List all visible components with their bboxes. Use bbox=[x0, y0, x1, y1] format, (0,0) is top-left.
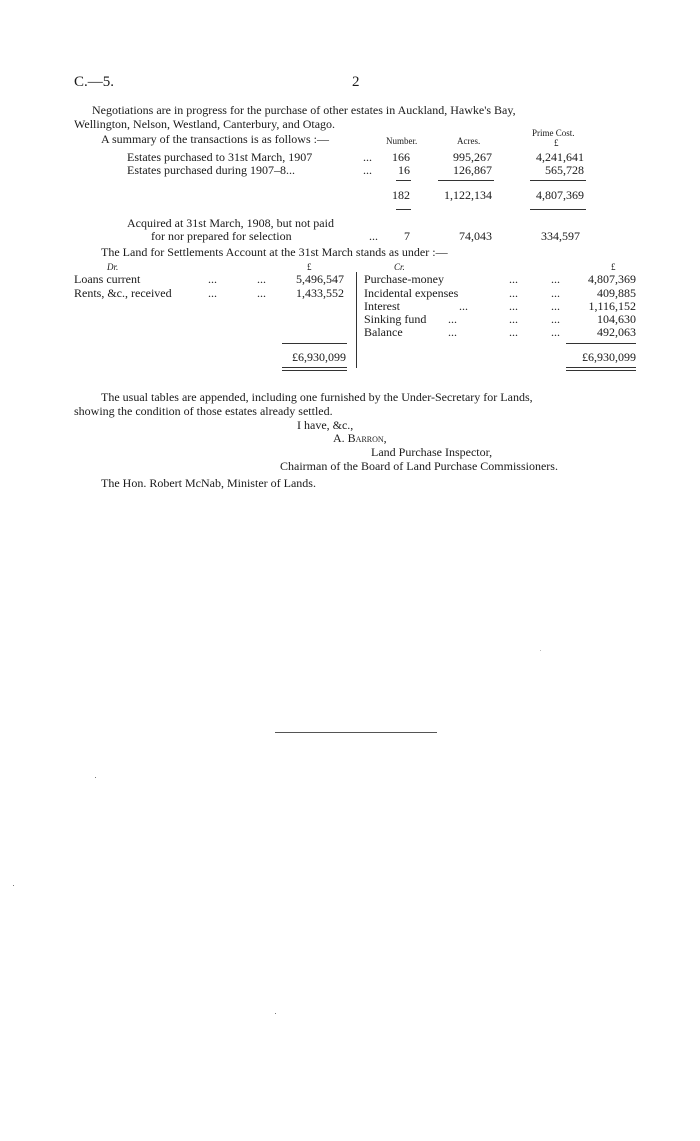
signatory-name: A. Barron, bbox=[333, 431, 387, 445]
intro-line-2: Wellington, Nelson, Westland, Canterbury, and Otago. bbox=[74, 117, 336, 131]
header-number: Number. bbox=[386, 136, 418, 146]
header-prime-cost: Prime Cost. bbox=[532, 128, 575, 138]
leader-dots: ... bbox=[509, 299, 518, 313]
leader-dots: ... bbox=[551, 286, 560, 300]
row-cost: 4,241,641 bbox=[536, 150, 584, 164]
total-cost: 4,807,369 bbox=[536, 188, 584, 202]
dr-total: £6,930,099 bbox=[292, 350, 346, 364]
leader-dots: ... bbox=[448, 325, 457, 339]
rule bbox=[566, 343, 636, 344]
signatory-title: Land Purchase Inspector, bbox=[371, 445, 493, 459]
signoff: I have, &c., bbox=[297, 418, 354, 432]
dr-label: Dr. bbox=[107, 262, 119, 272]
signatory-role: Chairman of the Board of Land Purchase Commissioners. bbox=[280, 459, 558, 473]
leader-dots: ... bbox=[509, 312, 518, 326]
leader-dots: ... bbox=[208, 272, 217, 286]
row-acres: 126,867 bbox=[453, 163, 492, 177]
scan-speck bbox=[95, 777, 96, 778]
rule bbox=[566, 370, 636, 371]
cr-item-label: Sinking fund bbox=[364, 312, 427, 326]
acquired-cost: 334,597 bbox=[541, 229, 580, 243]
scan-speck bbox=[540, 650, 541, 651]
rule bbox=[530, 209, 586, 210]
addressee: The Hon. Robert McNab, Minister of Lands. bbox=[101, 476, 316, 490]
closing-line-1: The usual tables are appended, including one furnished by the Under-Secretary for Lands, bbox=[101, 390, 533, 404]
row-number: 16 bbox=[398, 163, 410, 177]
total-acres: 1,122,134 bbox=[444, 188, 492, 202]
header-currency: £ bbox=[554, 138, 559, 148]
leader-dots: ... bbox=[509, 325, 518, 339]
rule bbox=[282, 343, 347, 344]
intro-line-1: Negotiations are in progress for the purchase of other estates in Auckland, Hawke's Bay, bbox=[92, 103, 516, 117]
cr-item-label: Incidental expenses bbox=[364, 286, 459, 300]
acquired-number: 7 bbox=[404, 229, 410, 243]
cr-item-amount: 4,807,369 bbox=[588, 272, 636, 286]
leader-dots: ... bbox=[208, 286, 217, 300]
row-label: Estates purchased to 31st March, 1907 bbox=[127, 150, 313, 164]
cr-item-amount: 1,116,152 bbox=[588, 299, 636, 313]
row-number: 166 bbox=[392, 150, 410, 164]
rule bbox=[282, 370, 347, 371]
dr-item-amount: 1,433,552 bbox=[296, 286, 344, 300]
acquired-acres: 74,043 bbox=[459, 229, 492, 243]
row-label: Estates purchased during 1907–8... bbox=[127, 163, 295, 177]
rule bbox=[530, 180, 586, 181]
rule bbox=[282, 367, 347, 368]
rule bbox=[396, 209, 411, 210]
leader-dots: ... bbox=[369, 229, 378, 243]
leader-dots: ... bbox=[551, 312, 560, 326]
leader-dots: ... bbox=[257, 272, 266, 286]
end-rule bbox=[275, 732, 437, 733]
account-divider bbox=[356, 272, 357, 368]
leader-dots: ... bbox=[509, 272, 518, 286]
rule bbox=[396, 180, 411, 181]
leader-dots: ... bbox=[551, 299, 560, 313]
cr-item-amount: 104,630 bbox=[597, 312, 636, 326]
dr-item-amount: 5,496,547 bbox=[296, 272, 344, 286]
dr-item-label: Loans current bbox=[74, 272, 141, 286]
row-acres: 995,267 bbox=[453, 150, 492, 164]
cr-item-amount: 492,063 bbox=[597, 325, 636, 339]
account-intro: The Land for Settlements Account at the 31st March stands as under :— bbox=[101, 245, 448, 259]
row-cost: 565,728 bbox=[545, 163, 584, 177]
leader-dots: ... bbox=[509, 286, 518, 300]
leader-dots: ... bbox=[257, 286, 266, 300]
leader-dots: ... bbox=[363, 163, 372, 177]
dr-currency: £ bbox=[307, 262, 312, 272]
cr-item-label: Interest bbox=[364, 299, 400, 313]
summary-intro: A summary of the transactions is as follows :— bbox=[101, 132, 329, 146]
scan-speck bbox=[13, 885, 14, 886]
total-number: 182 bbox=[392, 188, 410, 202]
leader-dots: ... bbox=[459, 299, 468, 313]
rule bbox=[438, 180, 494, 181]
scan-speck bbox=[275, 1013, 276, 1014]
page-number: 2 bbox=[352, 74, 360, 90]
acquired-label: Acquired at 31st March, 1908, but not paid bbox=[127, 216, 334, 230]
dr-item-label: Rents, &c., received bbox=[74, 286, 172, 300]
leader-dots: ... bbox=[363, 150, 372, 164]
leader-dots: ... bbox=[551, 325, 560, 339]
leader-dots: ... bbox=[551, 272, 560, 286]
rule bbox=[566, 367, 636, 368]
cr-currency: £ bbox=[611, 262, 616, 272]
cr-total: £6,930,099 bbox=[582, 350, 636, 364]
header-acres: Acres. bbox=[457, 136, 481, 146]
cr-label: Cr. bbox=[394, 262, 405, 272]
leader-dots: ... bbox=[448, 312, 457, 326]
document-reference: C.—5. bbox=[74, 74, 115, 90]
cr-item-label: Balance bbox=[364, 325, 403, 339]
cr-item-amount: 409,885 bbox=[597, 286, 636, 300]
cr-item-label: Purchase-money bbox=[364, 272, 444, 286]
closing-line-2: showing the condition of those estates already settled. bbox=[74, 404, 333, 418]
acquired-label-cont: for nor prepared for selection bbox=[151, 229, 292, 243]
